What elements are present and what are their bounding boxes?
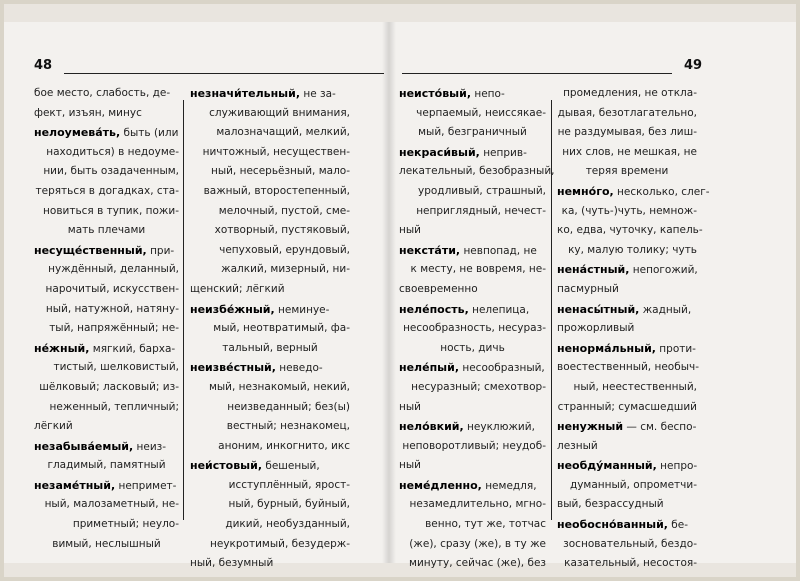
entry-text: нелепица, bbox=[468, 303, 530, 316]
entry-text: не за- bbox=[300, 88, 336, 100]
headword: немно́го, bbox=[557, 184, 614, 198]
dictionary-line bbox=[34, 221, 179, 241]
entry-text: неизведанный; без(ы) bbox=[227, 400, 350, 413]
entry-text: непогожий, bbox=[629, 264, 698, 277]
dictionary-line bbox=[190, 143, 350, 163]
dictionary-line bbox=[399, 84, 546, 104]
dictionary-line bbox=[34, 143, 179, 163]
entry-text: своевременно bbox=[399, 282, 478, 295]
headword: не́жный, bbox=[34, 341, 90, 355]
dictionary-line bbox=[399, 280, 546, 300]
dictionary-line bbox=[399, 495, 546, 515]
entry-text: невпопад, не bbox=[460, 244, 537, 257]
dictionary-line bbox=[190, 280, 350, 300]
dictionary-line bbox=[557, 182, 710, 202]
headword: неле́пость, bbox=[399, 302, 469, 316]
dictionary-line bbox=[557, 339, 697, 359]
entry-text: тый, напряжённый; не- bbox=[49, 322, 179, 335]
entry-text: промедления, не откла- bbox=[563, 87, 697, 99]
dictionary-line bbox=[34, 123, 179, 143]
dictionary-line bbox=[399, 182, 546, 202]
entry-text: фект, изъян, минус bbox=[34, 106, 142, 119]
book-spread bbox=[4, 4, 796, 577]
dictionary-line bbox=[399, 378, 546, 398]
headword: неле́пый, bbox=[399, 361, 460, 375]
entry-text: неповоротливый; неудоб- bbox=[402, 439, 546, 452]
entry-text: неприв- bbox=[479, 146, 527, 159]
right-column-1 bbox=[399, 84, 555, 574]
dictionary-line bbox=[557, 437, 697, 457]
headword: незначи́тельный, bbox=[190, 87, 301, 100]
dictionary-line bbox=[34, 515, 179, 535]
entry-text: несколько, слег- bbox=[613, 185, 710, 198]
entry-text: ничтожный, несуществен- bbox=[202, 145, 350, 158]
dictionary-line bbox=[190, 104, 350, 124]
entry-text: ко, едва, чуточку, капель- bbox=[557, 224, 703, 237]
entry-text: шёлковый; ласковый; из- bbox=[39, 380, 179, 393]
dictionary-line bbox=[557, 535, 697, 555]
dictionary-line bbox=[34, 182, 179, 202]
right-column-2 bbox=[557, 84, 710, 574]
entry-text: ку, малую толику; чуть bbox=[568, 243, 697, 256]
dictionary-line bbox=[34, 202, 179, 222]
entry-text: казательный, несостоя- bbox=[564, 557, 697, 570]
dictionary-line bbox=[34, 437, 179, 457]
dictionary-line bbox=[34, 260, 179, 280]
entry-text: зосновательный, бездо- bbox=[563, 537, 697, 550]
left-column-1 bbox=[34, 84, 179, 554]
headword: нело́вкий, bbox=[399, 420, 464, 434]
dictionary-line bbox=[34, 280, 179, 300]
dictionary-line bbox=[34, 104, 179, 124]
left-column-2 bbox=[190, 84, 350, 574]
right-column-divider bbox=[551, 100, 552, 520]
headword: ненужный bbox=[557, 420, 624, 434]
dictionary-line bbox=[557, 143, 697, 163]
headword: нена́стный, bbox=[557, 263, 630, 277]
entry-text: мый, незнакомый, некий, bbox=[208, 380, 350, 393]
headword: неме́дленно, bbox=[399, 478, 482, 492]
entry-text: мый, безграничный bbox=[418, 126, 527, 139]
dictionary-line bbox=[557, 162, 697, 182]
entry-text: исступлённый, ярост- bbox=[228, 478, 350, 491]
dictionary-line bbox=[557, 515, 697, 535]
entry-text: лезный bbox=[557, 439, 598, 452]
entry-text: жадный, bbox=[639, 303, 692, 316]
dictionary-line bbox=[557, 202, 697, 222]
entry-text: быть (или bbox=[120, 127, 179, 140]
entry-text: ный, бурный, буйный, bbox=[228, 498, 350, 511]
dictionary-line bbox=[399, 162, 555, 182]
dictionary-line bbox=[34, 378, 179, 398]
dictionary-line bbox=[34, 476, 179, 496]
headword: нелоумева́ть, bbox=[34, 126, 121, 140]
dictionary-line bbox=[190, 241, 350, 261]
dictionary-line bbox=[34, 84, 179, 104]
entry-text: уродливый, страшный, bbox=[418, 184, 546, 197]
entry-text: к месту, не вовремя, не- bbox=[410, 263, 546, 276]
entry-text: несообразный, bbox=[459, 362, 545, 375]
dictionary-line bbox=[34, 339, 179, 359]
headword: неизбе́жный, bbox=[190, 302, 275, 316]
entry-text: (же), сразу (же), в ту же bbox=[409, 537, 546, 550]
entry-text: ный bbox=[399, 459, 421, 472]
entry-text: несообразность, несураз- bbox=[403, 322, 546, 335]
headword: ненорма́льный, bbox=[557, 341, 656, 355]
dictionary-line bbox=[399, 339, 546, 359]
dictionary-line bbox=[399, 300, 546, 320]
entry-text: вимый, неслышный bbox=[52, 537, 161, 550]
dictionary-line bbox=[34, 358, 179, 378]
dictionary-line bbox=[34, 398, 179, 418]
dictionary-line bbox=[34, 417, 179, 437]
left-header-rule bbox=[64, 73, 384, 74]
dictionary-line bbox=[190, 398, 350, 418]
dictionary-line bbox=[190, 456, 350, 476]
dictionary-line bbox=[557, 417, 697, 437]
entry-text: венно, тут же, тотчас bbox=[425, 518, 546, 531]
entry-text: нуждённый, деланный, bbox=[48, 263, 179, 276]
entry-text: тальный, верный bbox=[222, 341, 318, 354]
dictionary-line bbox=[399, 417, 546, 437]
entry-text: проти- bbox=[655, 342, 696, 355]
entry-text: мелочный, пустой, сме- bbox=[218, 204, 350, 217]
dictionary-line bbox=[399, 398, 546, 418]
entry-text: неженный, тепличный; bbox=[49, 400, 179, 413]
entry-text: служивающий внимания, bbox=[209, 106, 350, 119]
entry-text: неминуе- bbox=[274, 303, 330, 316]
dictionary-line bbox=[557, 300, 697, 320]
entry-text: нарочитый, искусствен- bbox=[45, 282, 179, 295]
dictionary-line bbox=[399, 241, 546, 261]
entry-text: хотворный, пустяковый, bbox=[214, 224, 350, 237]
entry-text: тистый, шелковистый, bbox=[53, 361, 179, 374]
dictionary-line bbox=[190, 260, 350, 280]
headword: несуще́ственный, bbox=[34, 243, 147, 257]
dictionary-line bbox=[399, 535, 546, 555]
entry-text: — см. беспо- bbox=[623, 421, 697, 434]
book-gutter bbox=[382, 22, 396, 563]
entry-text: ный bbox=[399, 224, 421, 237]
entry-text: бешеный, bbox=[262, 460, 320, 473]
entry-text: приметный; неуло- bbox=[72, 518, 179, 531]
dictionary-line bbox=[557, 476, 697, 496]
entry-text: новиться в тупик, пожи- bbox=[43, 204, 179, 217]
dictionary-line bbox=[34, 535, 179, 555]
entry-text: думанный, опрометчи- bbox=[569, 478, 697, 491]
entry-text: немедля, bbox=[481, 479, 537, 492]
dictionary-line bbox=[190, 358, 350, 378]
entry-text: несуразный; смехотвор- bbox=[411, 380, 546, 393]
dictionary-line bbox=[190, 319, 350, 339]
dictionary-line bbox=[190, 437, 350, 457]
dictionary-line bbox=[34, 300, 179, 320]
entry-text: малозначащий, мелкий, bbox=[216, 126, 350, 139]
entry-text: ность, дичь bbox=[440, 341, 505, 354]
dictionary-line bbox=[557, 84, 697, 104]
entry-text: гладимый, памятный bbox=[47, 459, 166, 472]
dictionary-line bbox=[34, 241, 179, 261]
dictionary-line bbox=[34, 495, 179, 515]
dictionary-line bbox=[190, 378, 350, 398]
entry-text: непримет- bbox=[115, 479, 177, 492]
entry-text: воестественный, необыч- bbox=[557, 361, 699, 374]
entry-text: ный, несерьёзный, мало- bbox=[210, 165, 350, 178]
dictionary-line bbox=[190, 535, 350, 555]
entry-text: жалкий, мизерный, ни- bbox=[221, 263, 350, 276]
entry-text: неведо- bbox=[275, 362, 323, 375]
dictionary-line bbox=[557, 260, 697, 280]
dictionary-line bbox=[557, 378, 697, 398]
entry-text: ка, (чуть-)чуть, немнож- bbox=[561, 204, 697, 217]
headword: незабыва́емый, bbox=[34, 439, 134, 453]
dictionary-line bbox=[557, 123, 697, 143]
dictionary-line bbox=[557, 241, 697, 261]
entry-text: чепуховый, ерундовый, bbox=[219, 243, 350, 256]
entry-text: незамедлительно, мгно- bbox=[409, 498, 546, 511]
entry-text: странный; сумасшедший bbox=[557, 400, 697, 413]
left-column-divider bbox=[183, 100, 184, 520]
dictionary-line bbox=[399, 358, 546, 378]
dictionary-line bbox=[557, 280, 697, 300]
entry-text: черпаемый, неиссякае- bbox=[416, 106, 546, 119]
dictionary-line bbox=[399, 221, 546, 241]
entry-text: мать плечами bbox=[67, 224, 146, 237]
dictionary-line bbox=[557, 456, 697, 476]
entry-text: прожорливый bbox=[557, 322, 635, 335]
entry-text: нии, быть озадаченным, bbox=[43, 165, 179, 178]
entry-text: ный, безумный bbox=[190, 557, 274, 570]
dictionary-line bbox=[399, 104, 546, 124]
entry-text: важный, второстепенный, bbox=[203, 184, 350, 197]
dictionary-line bbox=[190, 300, 350, 320]
dictionary-line bbox=[399, 260, 546, 280]
entry-text: теряться в догадках, ста- bbox=[35, 184, 179, 197]
entry-text: лекательный, безобразный, bbox=[399, 165, 555, 178]
left-page-number: 48 bbox=[34, 58, 53, 73]
entry-text: бое место, слабость, де- bbox=[34, 87, 171, 99]
entry-text: пасмурный bbox=[557, 282, 619, 295]
entry-text: неприглядный, нечест- bbox=[416, 204, 546, 217]
entry-text: неуклюжий, bbox=[463, 421, 535, 434]
dictionary-line bbox=[399, 319, 546, 339]
entry-text: мый, неотвратимый, фа- bbox=[213, 322, 350, 335]
dictionary-line bbox=[34, 162, 179, 182]
entry-text: мягкий, барха- bbox=[89, 342, 176, 355]
dictionary-line bbox=[399, 515, 546, 535]
dictionary-line bbox=[399, 456, 546, 476]
dictionary-line bbox=[190, 162, 350, 182]
headword: некраси́вый, bbox=[399, 145, 480, 159]
dictionary-line bbox=[34, 456, 179, 476]
dictionary-line bbox=[557, 319, 697, 339]
dictionary-line bbox=[190, 202, 350, 222]
dictionary-line bbox=[399, 143, 546, 163]
dictionary-line bbox=[190, 495, 350, 515]
entry-text: аноним, инкогнито, икс bbox=[218, 439, 350, 452]
dictionary-line bbox=[399, 476, 546, 496]
dictionary-line bbox=[190, 476, 350, 496]
entry-text: ный, малозаметный, не- bbox=[44, 498, 179, 511]
headword: незаме́тный, bbox=[34, 478, 116, 492]
headword: ненасы́тный, bbox=[557, 302, 640, 316]
entry-text: лёгкий bbox=[34, 420, 73, 433]
dictionary-line bbox=[557, 358, 697, 378]
right-page-number: 49 bbox=[684, 58, 703, 73]
entry-text: непро- bbox=[656, 460, 698, 473]
entry-text: ный bbox=[399, 400, 421, 413]
headword: неисто́вый, bbox=[399, 87, 472, 100]
entry-text: неукротимый, безудерж- bbox=[210, 537, 350, 550]
dictionary-line bbox=[190, 339, 350, 359]
dictionary-line bbox=[190, 554, 350, 574]
dictionary-line bbox=[190, 123, 350, 143]
entry-text: бе- bbox=[667, 519, 689, 532]
dictionary-line bbox=[557, 398, 697, 418]
dictionary-line bbox=[190, 515, 350, 535]
dictionary-line bbox=[399, 123, 546, 143]
dictionary-line bbox=[399, 437, 546, 457]
entry-text: непо- bbox=[471, 88, 505, 100]
headword: необду́манный, bbox=[557, 459, 657, 473]
dictionary-line bbox=[190, 182, 350, 202]
entry-text: теряя времени bbox=[585, 165, 669, 178]
right-header-rule bbox=[402, 73, 672, 74]
dictionary-line bbox=[190, 84, 350, 104]
headword: необосно́ванный, bbox=[557, 518, 668, 532]
headword: неизве́стный, bbox=[190, 361, 276, 375]
dictionary-line bbox=[557, 104, 697, 124]
entry-text: щенский; лёгкий bbox=[190, 282, 285, 295]
entry-text: находиться) в недоуме- bbox=[46, 145, 179, 158]
entry-text: вестный; незнакомец, bbox=[226, 420, 350, 433]
entry-text: минуту, сейчас (же), без bbox=[409, 557, 546, 570]
dictionary-line bbox=[557, 495, 697, 515]
headword: неи́стовый, bbox=[190, 459, 263, 473]
entry-text: не раздумывая, без лиш- bbox=[557, 126, 697, 139]
dictionary-line bbox=[190, 417, 350, 437]
entry-text: дикий, необузданный, bbox=[225, 518, 350, 531]
dictionary-line bbox=[557, 554, 697, 574]
dictionary-line bbox=[190, 221, 350, 241]
headword: некста́ти, bbox=[399, 243, 461, 257]
dictionary-line bbox=[34, 319, 179, 339]
entry-text: ный, натужной, натяну- bbox=[45, 302, 179, 315]
dictionary-line bbox=[399, 202, 546, 222]
entry-text: них слов, не мешкая, не bbox=[562, 145, 697, 158]
entry-text: вый, безрассудный bbox=[557, 498, 664, 511]
entry-text: дывая, безотлагательно, bbox=[557, 106, 697, 119]
entry-text: при- bbox=[146, 244, 175, 257]
entry-text: неиз- bbox=[133, 440, 167, 453]
entry-text: ный, неестественный, bbox=[573, 380, 697, 393]
dictionary-line bbox=[399, 554, 546, 574]
dictionary-line bbox=[557, 221, 703, 241]
